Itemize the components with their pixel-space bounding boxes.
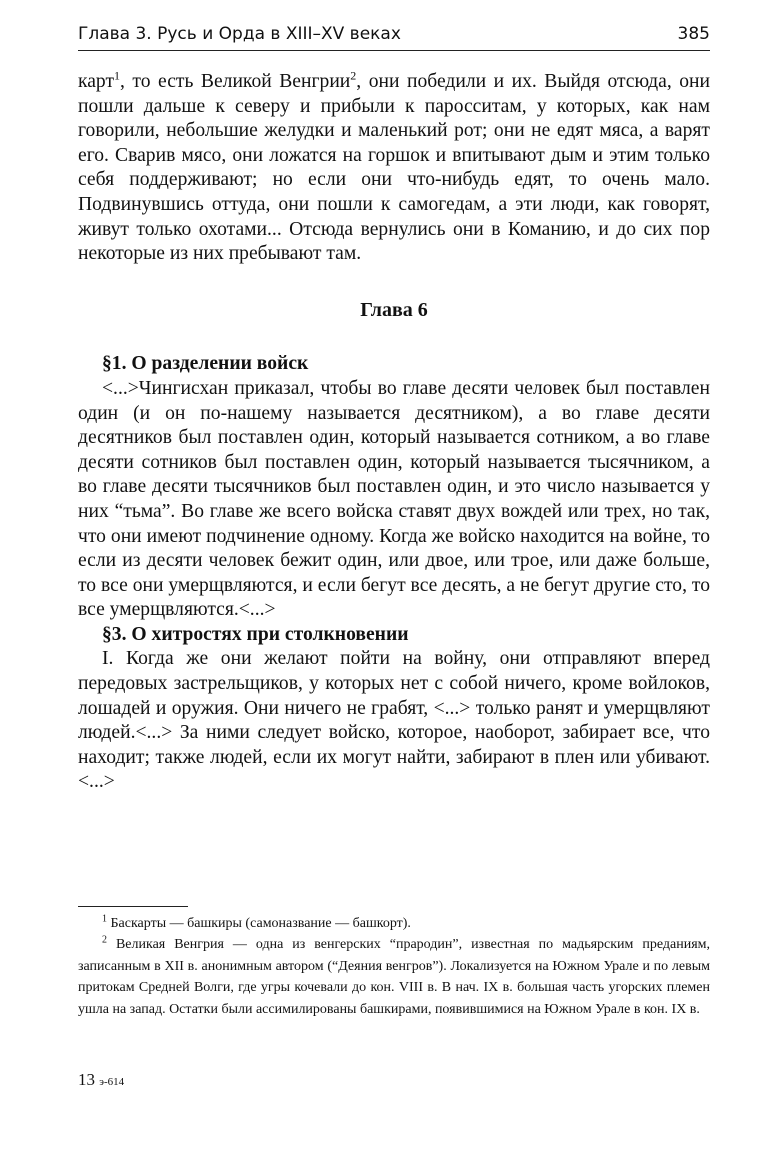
paragraph-text-c: , они победили и их. Выйдя отсюда, они пошли дальше к северу и прибыли к паросситам, у которых, как нам говорили, небольшие желудки и маленький рот; они не едят мяса, а варят его. Сварив мясо, они ложатся на горшок и впитывают дым и этим только себя поддерживают; но если они что-нибудь едят, то очень мало. Подвинувшись оттуда, они пошли к самогедам, а эти люди, как говорят, живут только охотами... Отсюда вернулись они в Команию, и до сих пор некоторые из них пребывают там. bbox=[78, 71, 710, 265]
footnote-mark-1: 1 bbox=[102, 913, 107, 925]
footnote-1-text: Баскарты — башкиры (самоназвание — башкорт). bbox=[107, 916, 411, 931]
footnote-ref-2: 2 bbox=[350, 68, 357, 83]
signature-code: э-614 bbox=[99, 1076, 125, 1088]
main-text bbox=[78, 70, 710, 795]
chapter-title: Глава 6 bbox=[360, 298, 428, 321]
footnote-1 bbox=[78, 913, 710, 934]
footnote-2 bbox=[78, 934, 710, 1020]
footnote-ref-1: 1 bbox=[114, 68, 121, 83]
page-number: 385 bbox=[677, 24, 710, 44]
footnote-mark-2: 2 bbox=[102, 934, 107, 946]
printer-signature bbox=[78, 1070, 124, 1090]
footnote-2-text: Великая Венгрия — одна из венгерских “прародин”, известная по мадьярским преданиям, записанным в XII в. анонимным автором (“Деяния венгров”). Локализуется на Южном Урале и по левым притокам Средней Волги, где угры кочевали до кон. VIII в. В нач. IX в. большая часть угорских племен ушла на запад. Остатки были ассимилированы башкирами, появившимися на Южном Урале в кон. IX в. bbox=[78, 937, 710, 1017]
section-heading-1: §1. О разделении войск bbox=[102, 353, 309, 375]
running-header bbox=[78, 22, 710, 51]
section-1-text: <...>Чингисхан приказал, чтобы во главе десяти человек был поставлен один (и он по-нашему называется десятником), а во главе десяти десятников был поставлен один, который называется сотником, а во главе десяти сотников был поставлен один, который называется тысячником, а во главе десяти тысячников был поставлен один, и это число называется у них “тьма”. Во главе же всего войска ставят двух вождей или трех, но так, что они имеют подчинение одному. Когда же войско находится на войне, то если из десяти человек бежит один, или двое, или трое, или даже больше, то все они умерщвляются, и если бегут все десять, а не бегут другие сто, то все умерщвляются.<...> bbox=[78, 377, 710, 621]
paragraph-continuation bbox=[78, 70, 710, 267]
running-title: Глава 3. Русь и Орда в XIII–XV веках bbox=[78, 24, 401, 44]
footnote-divider bbox=[78, 906, 188, 907]
section-heading-3: §3. О хитростях при столкновении bbox=[102, 623, 409, 645]
paragraph-text-a: карт bbox=[78, 71, 115, 92]
section-3-text: I. Когда же они желают пойти на войну, они отправляют вперед передовых застрельщиков, у которых нет с собой ничего, кроме войлоков, лошадей и оружия. Они ничего не грабят, <...> только ранят и умерщвляют людей.<...> За ними следует войско, которое, наоборот, забирает все, что находит; также людей, если их могут найти, забирают в плен или убивают.<...> bbox=[78, 648, 710, 793]
footnotes bbox=[78, 913, 710, 1020]
paragraph-text-b: , то есть Великой Венгрии bbox=[120, 71, 351, 92]
signature-number: 13 bbox=[78, 1070, 95, 1089]
